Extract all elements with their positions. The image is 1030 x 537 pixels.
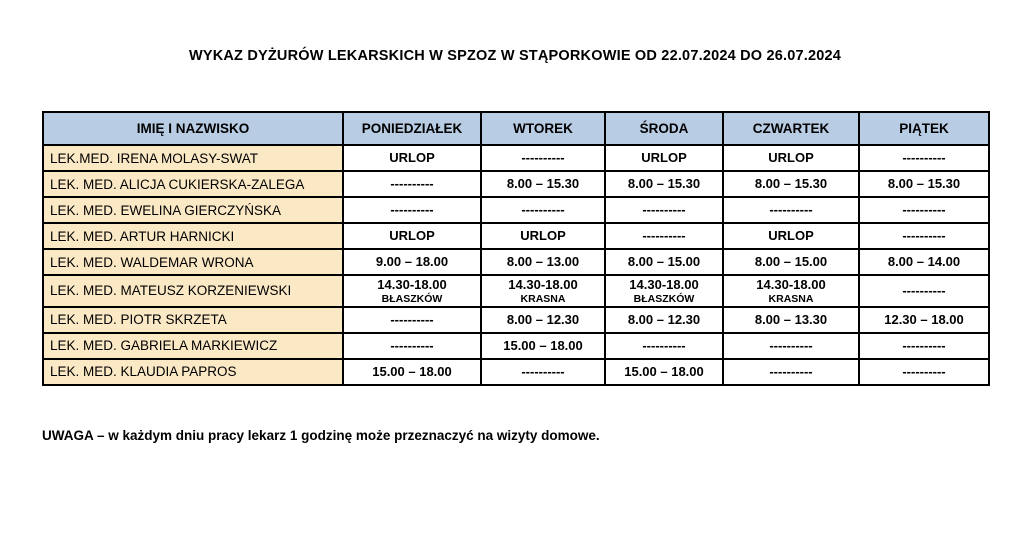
doctor-name-cell: LEK. MED. ARTUR HARNICKI (43, 223, 343, 249)
schedule-cell (343, 171, 481, 197)
schedule-cell (481, 249, 605, 275)
schedule-cell (723, 197, 859, 223)
col-header-wednesday: ŚRODA (605, 112, 723, 145)
schedule-cell (723, 307, 859, 333)
schedule-cell (343, 197, 481, 223)
schedule-cell (605, 333, 723, 359)
schedule-value: 8.00 – 15.30 (887, 176, 961, 192)
schedule-value: 8.00 – 15.00 (627, 254, 701, 270)
schedule-value: ---------- (902, 283, 946, 299)
schedule-cell (605, 145, 723, 171)
schedule-value: ---------- (390, 337, 434, 353)
table-row (43, 333, 989, 359)
schedule-value: ---------- (521, 150, 565, 166)
schedule-value: 8.00 – 12.30 (506, 311, 580, 327)
schedule-cell (343, 307, 481, 333)
schedule-value: 8.00 – 13.00 (506, 254, 580, 270)
schedule-location: BŁASZKÓW (381, 292, 443, 305)
schedule-cell (859, 333, 989, 359)
schedule-value: URLOP (520, 228, 566, 244)
schedule-location: KRASNA (520, 292, 566, 305)
schedule-cell (481, 145, 605, 171)
col-header-friday: PIĄTEK (859, 112, 989, 145)
schedule-cell (605, 249, 723, 275)
schedule-value: 8.00 – 15.30 (627, 176, 701, 192)
schedule-value: URLOP (389, 150, 435, 166)
doctor-name-cell: LEK. MED. PIOTR SKRZETA (43, 307, 343, 333)
schedule-value: ---------- (769, 202, 813, 218)
schedule-value: URLOP (768, 150, 814, 166)
schedule-value: 14.30-18.00 (508, 277, 578, 292)
duty-roster-table (42, 111, 990, 386)
schedule-value: ---------- (902, 150, 946, 166)
schedule-value: 8.00 – 15.00 (754, 254, 828, 270)
schedule-cell (343, 275, 481, 307)
schedule-cell (859, 223, 989, 249)
schedule-cell (859, 307, 989, 333)
doctor-name-cell: LEK.MED. IRENA MOLASY-SWAT (43, 145, 343, 171)
schedule-value: 8.00 – 15.30 (754, 176, 828, 192)
schedule-value: ---------- (769, 337, 813, 353)
schedule-value: 15.00 – 18.00 (624, 363, 704, 379)
col-header-thursday: CZWARTEK (723, 112, 859, 145)
footer-note: UWAGA – w każdym dniu pracy lekarz 1 godzinę może przeznaczyć na wizyty domowe. (42, 427, 600, 443)
schedule-cell (723, 249, 859, 275)
schedule-cell (481, 307, 605, 333)
schedule-value: URLOP (389, 228, 435, 244)
table-row (43, 223, 989, 249)
schedule-cell (605, 359, 723, 385)
schedule-value: 14.30-18.00 (629, 277, 699, 292)
schedule-cell (723, 223, 859, 249)
schedule-value: ---------- (390, 202, 434, 218)
schedule-value: 8.00 – 14.00 (887, 254, 961, 270)
table-row (43, 275, 989, 307)
schedule-cell (481, 275, 605, 307)
doctor-name-cell: LEK. MED. EWELINA GIERCZYŃSKA (43, 197, 343, 223)
schedule-value: ---------- (642, 337, 686, 353)
schedule-cell (481, 359, 605, 385)
schedule-value: ---------- (902, 202, 946, 218)
doctor-name-cell: LEK. MED. MATEUSZ KORZENIEWSKI (43, 275, 343, 307)
table-row (43, 197, 989, 223)
schedule-cell (605, 275, 723, 307)
schedule-cell (859, 359, 989, 385)
schedule-value: 8.00 – 12.30 (627, 311, 701, 327)
page-title: WYKAZ DYŻURÓW LEKARSKICH W SPZOZ W STĄPORKOWIE OD 22.07.2024 DO 26.07.2024 (188, 48, 842, 64)
schedule-cell (343, 145, 481, 171)
table-row (43, 359, 989, 385)
schedule-value: ---------- (521, 363, 565, 379)
schedule-cell (723, 275, 859, 307)
schedule-value: ---------- (769, 363, 813, 379)
table-header-row (43, 112, 989, 145)
schedule-cell (859, 171, 989, 197)
schedule-value: ---------- (642, 202, 686, 218)
col-header-tuesday: WTOREK (481, 112, 605, 145)
schedule-cell (723, 359, 859, 385)
col-header-monday: PONIEDZIAŁEK (343, 112, 481, 145)
schedule-value: ---------- (642, 228, 686, 244)
schedule-value: 14.30-18.00 (377, 277, 447, 292)
schedule-cell (605, 307, 723, 333)
schedule-cell (343, 359, 481, 385)
schedule-value: ---------- (521, 202, 565, 218)
schedule-cell (859, 275, 989, 307)
schedule-cell (343, 333, 481, 359)
schedule-value: 8.00 – 13.30 (754, 311, 828, 327)
schedule-cell (481, 333, 605, 359)
doctor-name-cell: LEK. MED. GABRIELA MARKIEWICZ (43, 333, 343, 359)
schedule-value: 14.30-18.00 (756, 277, 826, 292)
schedule-value: 15.00 – 18.00 (503, 337, 583, 353)
schedule-cell (723, 333, 859, 359)
schedule-value: ---------- (390, 176, 434, 192)
table-row (43, 307, 989, 333)
schedule-value: 8.00 – 15.30 (506, 176, 580, 192)
schedule-cell (481, 223, 605, 249)
schedule-cell (859, 145, 989, 171)
schedule-location: BŁASZKÓW (633, 292, 695, 305)
schedule-value: URLOP (641, 150, 687, 166)
schedule-cell (605, 171, 723, 197)
schedule-value: 9.00 – 18.00 (375, 254, 449, 270)
table-row (43, 171, 989, 197)
schedule-value: ---------- (390, 311, 434, 327)
doctor-name-cell: LEK. MED. ALICJA CUKIERSKA-ZALEGA (43, 171, 343, 197)
schedule-value: ---------- (902, 337, 946, 353)
schedule-value: 12.30 – 18.00 (884, 311, 964, 327)
schedule-cell (723, 145, 859, 171)
table-row (43, 249, 989, 275)
schedule-cell (605, 223, 723, 249)
schedule-cell (343, 249, 481, 275)
schedule-cell (723, 171, 859, 197)
schedule-cell (605, 197, 723, 223)
doctor-name-cell: LEK. MED. KLAUDIA PAPROS (43, 359, 343, 385)
schedule-location: KRASNA (768, 292, 814, 305)
col-header-name: IMIĘ I NAZWISKO (43, 112, 343, 145)
schedule-value: URLOP (768, 228, 814, 244)
schedule-value: ---------- (902, 363, 946, 379)
doctor-name-cell: LEK. MED. WALDEMAR WRONA (43, 249, 343, 275)
schedule-cell (481, 197, 605, 223)
schedule-value: 15.00 – 18.00 (372, 363, 452, 379)
schedule-cell (859, 249, 989, 275)
schedule-cell (481, 171, 605, 197)
schedule-value: ---------- (902, 228, 946, 244)
schedule-cell (343, 223, 481, 249)
schedule-cell (859, 197, 989, 223)
table-row (43, 145, 989, 171)
